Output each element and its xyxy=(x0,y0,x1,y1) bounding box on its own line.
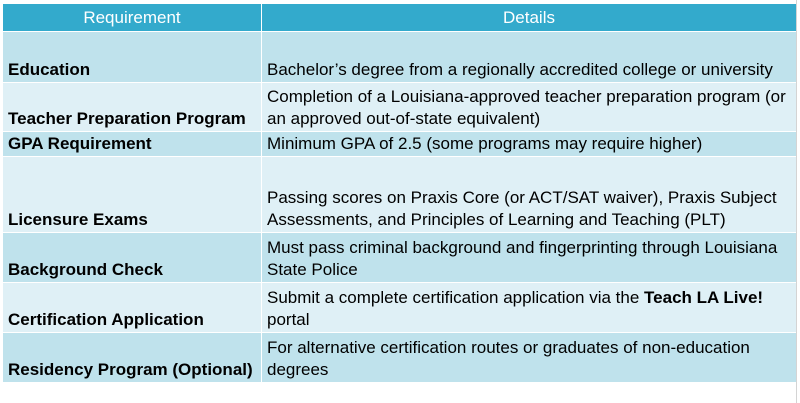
requirement-cell[interactable]: Licensure Exams xyxy=(3,157,262,233)
column-header-requirement[interactable]: Requirement xyxy=(3,4,262,32)
details-text-end: portal xyxy=(267,310,310,329)
table-row xyxy=(3,132,797,157)
requirement-cell[interactable]: Residency Program (Optional) xyxy=(3,333,262,383)
details-text-start: Submit a complete certification application via the xyxy=(267,288,645,307)
portal-name: Teach LA Live! xyxy=(644,288,764,307)
table-row xyxy=(3,32,797,83)
details-cell[interactable]: For alternative certification routes or graduates of non-education degrees xyxy=(262,333,797,383)
details-cell[interactable]: Passing scores on Praxis Core (or ACT/SAT waiver), Praxis Subject Assessments, and Principles of Learning and Teaching (PLT) xyxy=(262,157,797,233)
column-header-details[interactable]: Details xyxy=(262,4,797,32)
details-cell[interactable]: Must pass criminal background and fingerprinting through Louisiana State Police xyxy=(262,233,797,283)
details-cell[interactable]: Minimum GPA of 2.5 (some programs may require higher) xyxy=(262,132,797,157)
requirement-cell[interactable]: GPA Requirement xyxy=(3,132,262,157)
table-row xyxy=(3,283,797,333)
requirements-table xyxy=(2,3,797,383)
table-row xyxy=(3,333,797,383)
requirement-cell[interactable]: Education xyxy=(3,32,262,83)
sheet-gridline xyxy=(796,0,800,403)
table-row xyxy=(3,83,797,132)
details-cell[interactable]: Bachelor’s degree from a regionally accredited college or university xyxy=(262,32,797,83)
table-row xyxy=(3,157,797,233)
details-cell[interactable] xyxy=(262,283,797,333)
header-row xyxy=(3,4,797,32)
requirement-cell[interactable]: Teacher Preparation Program xyxy=(3,83,262,132)
requirement-cell[interactable]: Background Check xyxy=(3,233,262,283)
requirement-cell[interactable]: Certification Application xyxy=(3,283,262,333)
table-row xyxy=(3,233,797,283)
details-cell[interactable]: Completion of a Louisiana-approved teacher preparation program (or an approved out-of-state equivalent) xyxy=(262,83,797,132)
